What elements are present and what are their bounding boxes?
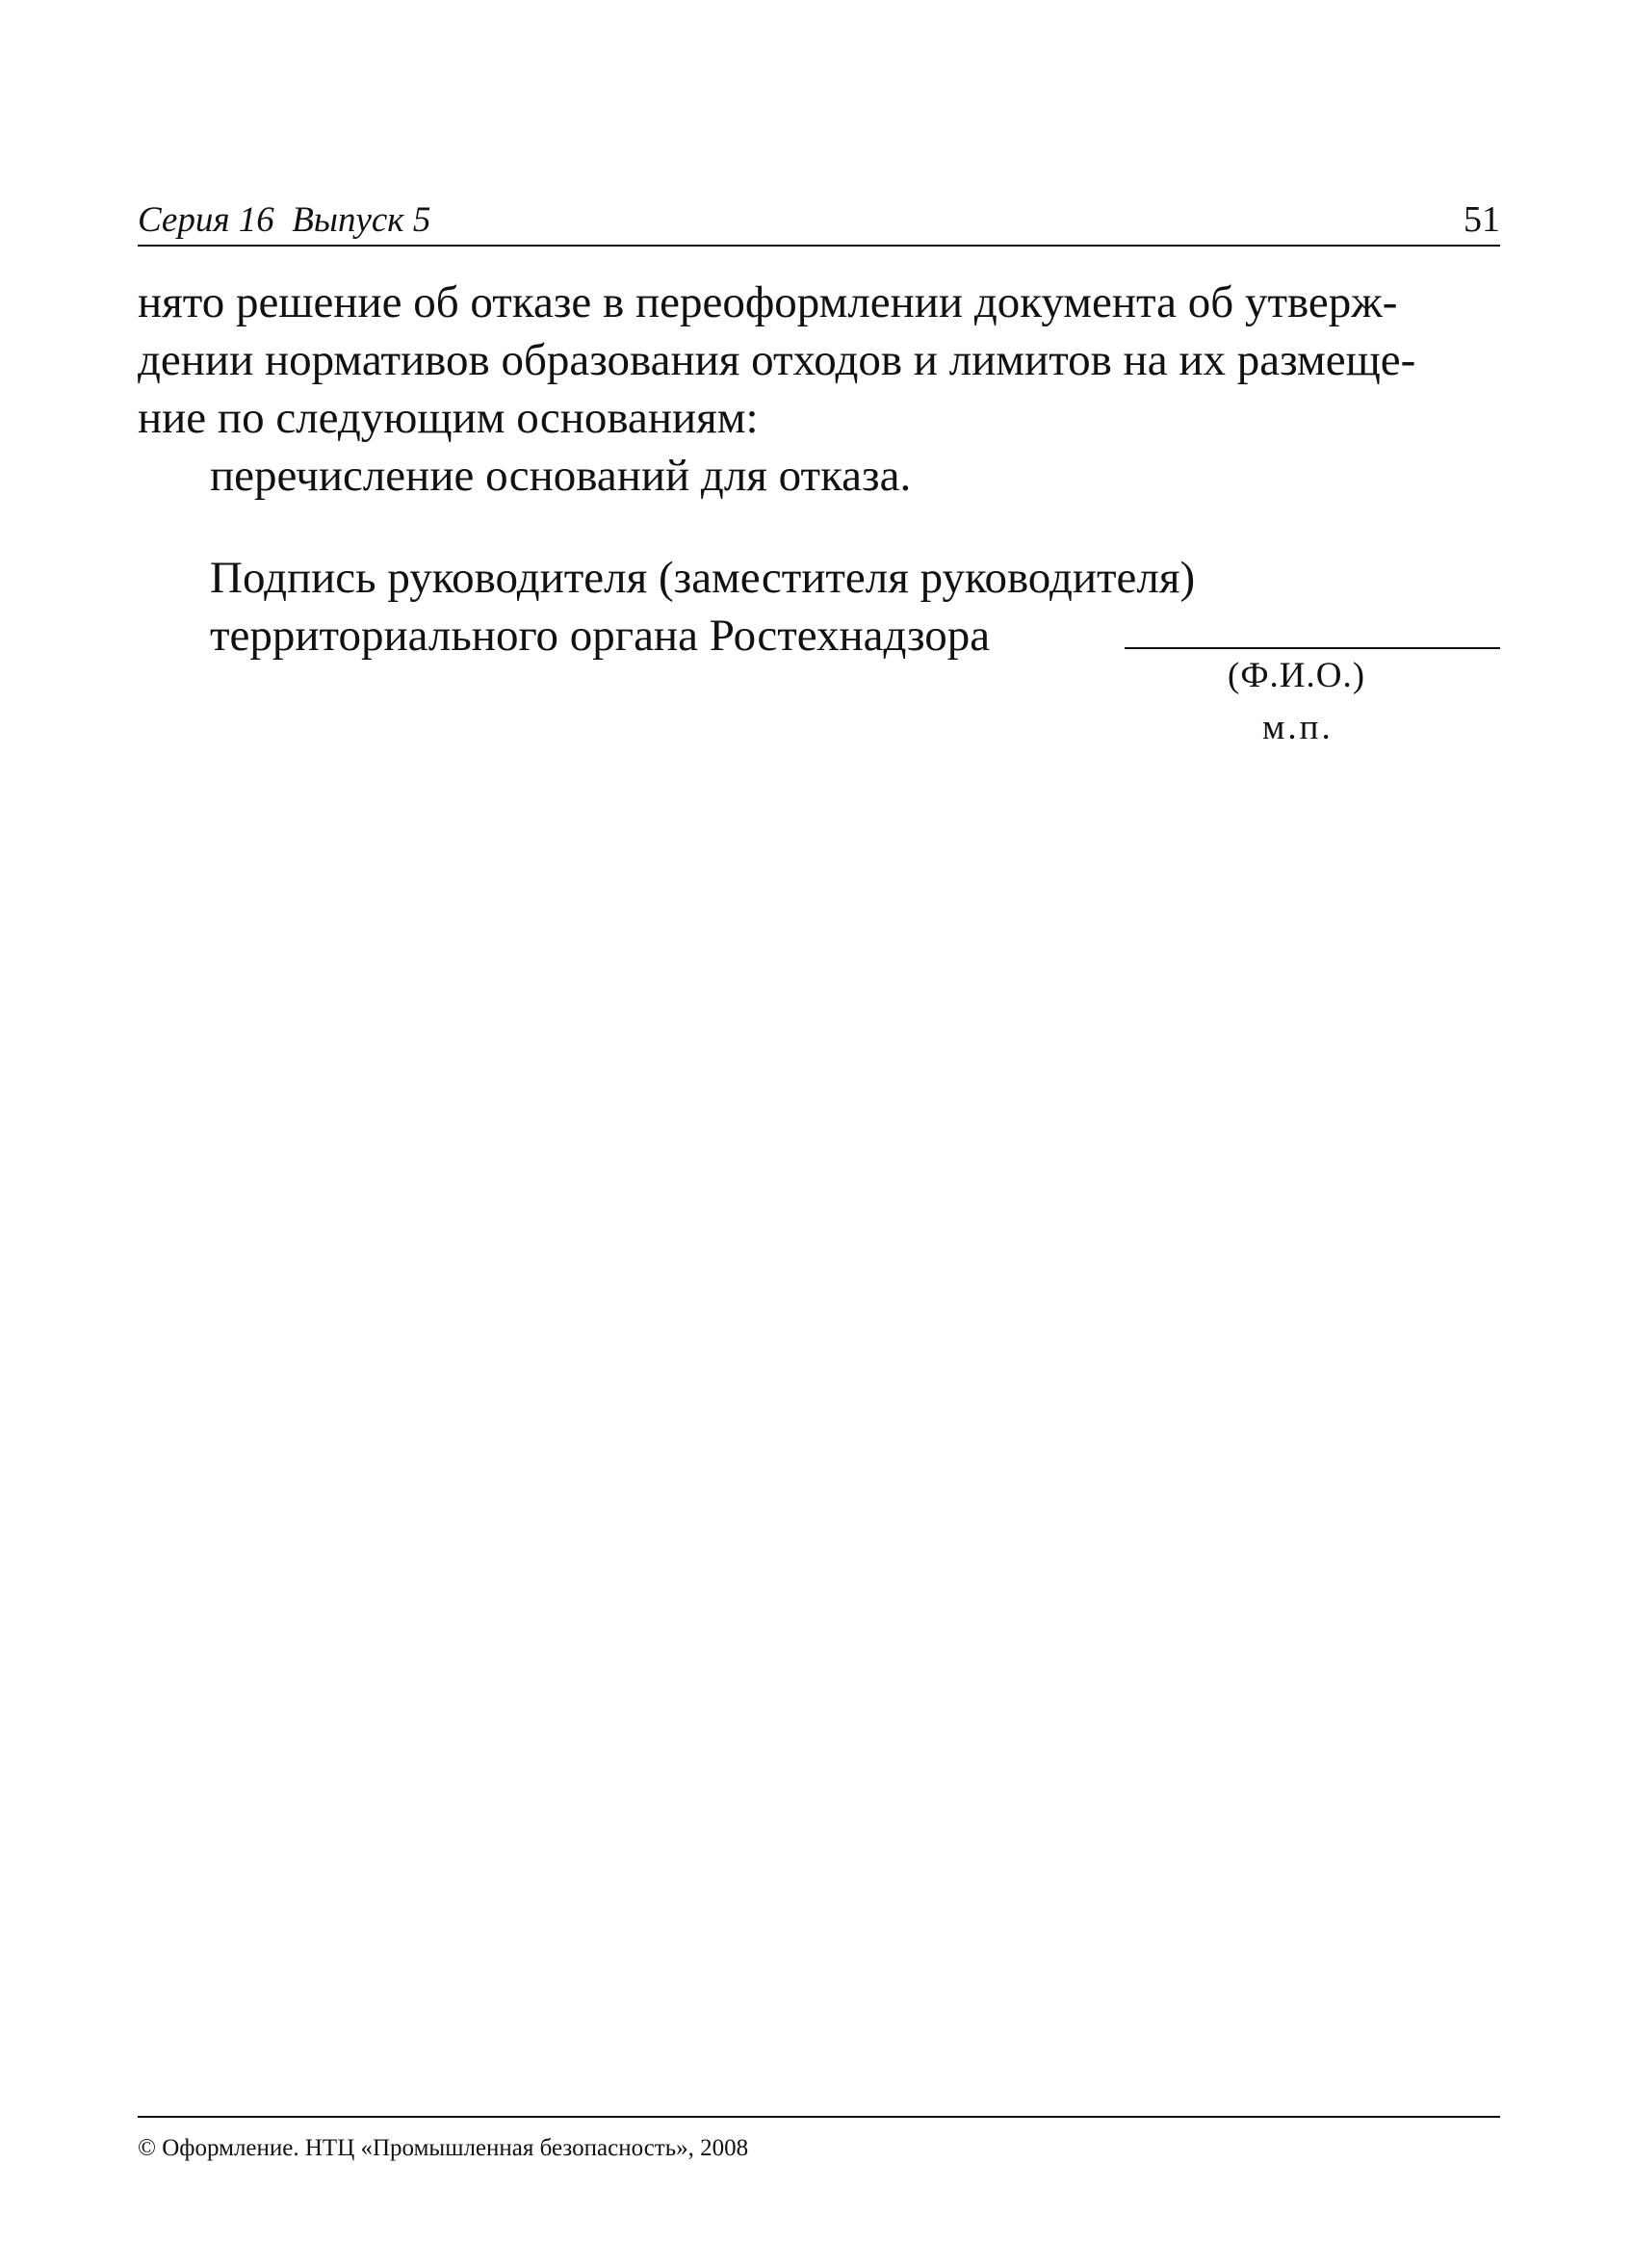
body-line: нято решение об отказе в переоформлении документа об утверж- <box>138 277 1398 327</box>
page-footer <box>138 2116 1500 2162</box>
copyright-text: © Оформление. НТЦ «Промышленная безопасность», 2008 <box>138 2135 749 2161</box>
stamp-label: м.п. <box>1262 708 1334 747</box>
page-number: 51 <box>1464 199 1500 240</box>
fio-label: (Ф.И.О.) <box>1228 656 1366 695</box>
series-title: Серия 16 Выпуск 5 <box>138 200 431 240</box>
reasons-placeholder: перечисление оснований для отказа. <box>210 451 912 501</box>
signature-block <box>210 549 1195 665</box>
signature-label-line1: Подпись руководителя (заместителя руководителя) <box>210 553 1196 603</box>
signature-label-line2: территориального органа Ростехнадзора <box>210 611 991 661</box>
body-line: дении нормативов образования отходов и лимитов на их размеще- <box>138 335 1416 385</box>
page-header <box>138 200 1500 247</box>
body-paragraph <box>138 274 1500 505</box>
signature-line <box>1125 647 1500 649</box>
body-line: ние по следующим основаниям: <box>138 393 759 443</box>
